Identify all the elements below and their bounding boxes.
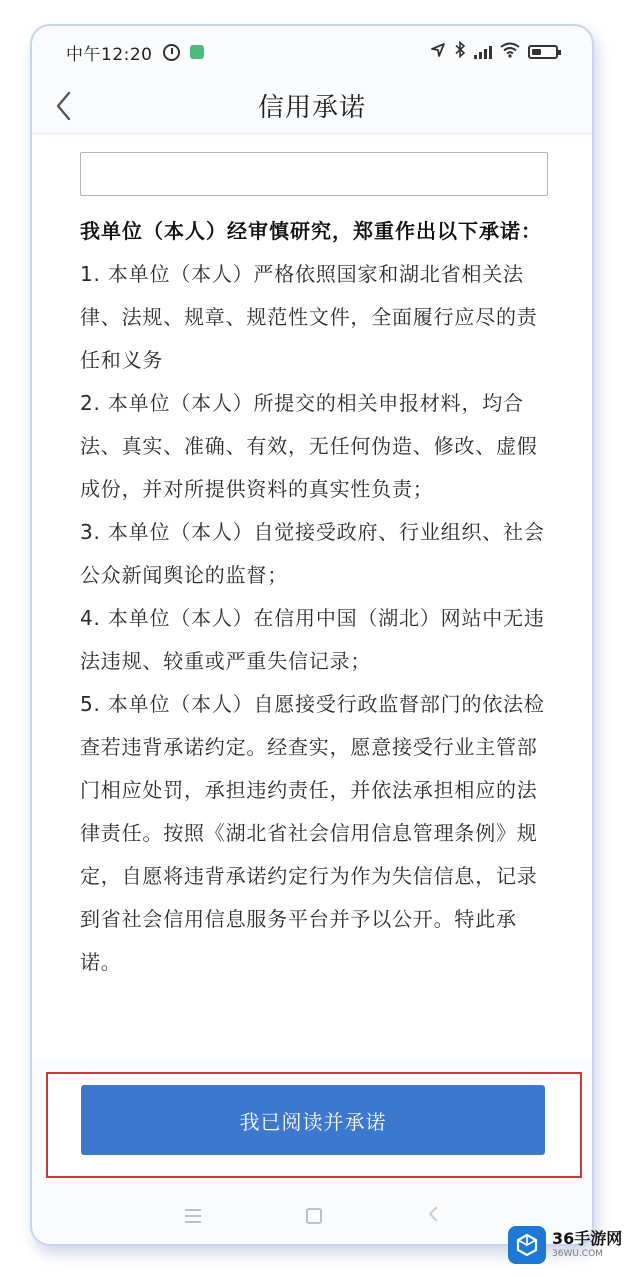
chevron-left-icon [54, 91, 74, 121]
commitment-clause-1: 1. 本单位（本人）严格依照国家和湖北省相关法律、法规、规章、规范性文件，全面履行应尽的责任和义务 [80, 262, 538, 372]
status-time: 中午12:20 [66, 44, 153, 65]
text-input[interactable] [80, 152, 548, 196]
signal-icon [474, 45, 492, 59]
battery-icon [528, 45, 558, 59]
navigation-bar [32, 78, 592, 134]
commitment-content [32, 134, 592, 1059]
home-icon[interactable] [306, 1208, 322, 1224]
phone-frame [30, 24, 594, 1246]
commitment-clause-2: 2. 本单位（本人）所提交的相关申报材料，均合法、真实、准确、有效，无任何伪造、修改、虚假成份，并对所提供资料的真实性负责； [80, 391, 538, 501]
watermark-title: 36手游网 [552, 1229, 623, 1248]
commitment-clause-4: 4. 本单位（本人）在信用中国（湖北）网站中无违法违规、较重或严重失信记录； [80, 606, 545, 673]
status-bar [32, 26, 592, 78]
alarm-icon [163, 44, 180, 61]
location-icon [430, 42, 446, 63]
watermark-subtitle: 36WU.COM [552, 1249, 603, 1259]
app-notification-icon [190, 45, 204, 59]
back-button[interactable] [44, 86, 84, 126]
agree-button-highlight [46, 1072, 582, 1178]
commitment-clause-5: 5. 本单位（本人）自愿接受行政监督部门的依法检查若违背承诺约定。经查实，愿意接受行业主管部门相应处罚，承担违约责任，并依法承担相应的法律责任。按照《湖北省社会信用信息管理条例》规定，自愿将违背承诺约定行为作为失信信息，记录到省社会信用信息服务平台并予以公开。特此承诺。 [80, 692, 545, 974]
watermark-logo-icon [508, 1226, 546, 1264]
menu-icon[interactable] [185, 1209, 201, 1223]
bluetooth-icon [454, 41, 466, 63]
agree-button[interactable]: 我已阅读并承诺 [81, 1085, 545, 1155]
wifi-icon [500, 42, 520, 63]
commitment-heading: 我单位（本人）经审慎研究，郑重作出以下承诺： [80, 219, 542, 243]
page-title: 信用承诺 [257, 93, 366, 123]
commitment-clause-3: 3. 本单位（本人）自觉接受政府、行业组织、社会公众新闻舆论的监督； [80, 520, 545, 587]
back-icon[interactable] [427, 1205, 439, 1227]
site-watermark [508, 1222, 632, 1268]
